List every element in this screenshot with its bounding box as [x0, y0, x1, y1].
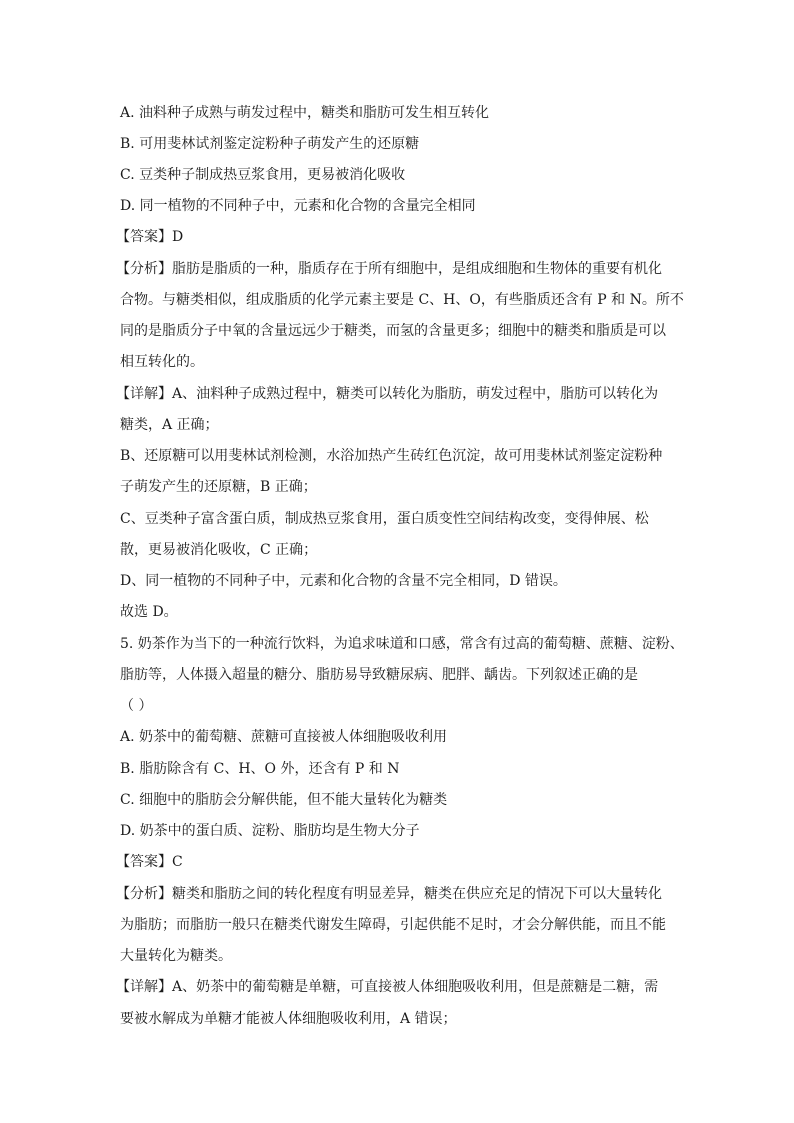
question-line: 5. 奶茶作为当下的一种流行饮料，为追求味道和口感，常含有过高的葡萄糖、蔗糖、淀粉、	[120, 636, 684, 652]
detail-line: 散，更易被消化吸收，C 正确；	[120, 542, 318, 558]
question-blank: （ ）	[120, 698, 153, 714]
detail-line: 糖类，A 正确；	[120, 417, 219, 433]
detail-line: 【详解】A、油料种子成熟过程中，糖类可以转化为脂肪，萌发过程中，脂肪可以转化为	[116, 386, 659, 402]
answer-line: 【答案】D	[116, 229, 184, 245]
option-c-line: C. 豆类种子制成热豆浆食用，更易被消化吸收	[120, 167, 406, 183]
option-c-line: C. 细胞中的脂肪会分解供能，但不能大量转化为糖类	[120, 792, 448, 808]
detail-line: 【详解】A、奶茶中的葡萄糖是单糖，可直接被人体细胞吸收利用，但是蔗糖是二糖，需	[116, 979, 659, 995]
option-d-line: D. 同一植物的不同种子中，元素和化合物的含量完全相同	[120, 198, 476, 214]
detail-line: B、还原糖可以用斐林试剂检测，水浴加热产生砖红色沉淀，故可用斐林试剂鉴定淀粉种	[120, 448, 663, 464]
answer-line: 【答案】C	[116, 854, 183, 870]
option-b-line: B. 可用斐林试剂鉴定淀粉种子萌发产生的还原糖	[120, 136, 420, 152]
option-d-line: D. 奶茶中的蛋白质、淀粉、脂肪均是生物大分子	[120, 823, 420, 839]
detail-line: C、豆类种子富含蛋白质，制成热豆浆食用，蛋白质变性空间结构改变，变得伸展、松	[120, 511, 649, 527]
analysis-line: 【分析】糖类和脂肪之间的转化程度有明显差异，糖类在供应充足的情况下可以大量转化	[116, 886, 662, 902]
detail-line: 要被水解成为单糖才能被人体细胞吸收利用，A 错误；	[120, 1011, 457, 1027]
question-line: 脂肪等，人体摄入超量的糖分、脂肪易导致糖尿病、肥胖、龋齿。下列叙述正确的是	[120, 667, 638, 683]
detail-line: 子萌发产生的还原糖，B 正确；	[120, 479, 317, 495]
analysis-line: 【分析】脂肪是脂质的一种，脂质存在于所有细胞中，是组成细胞和生物体的重要有机化	[116, 261, 662, 277]
option-a-line: A. 奶茶中的葡萄糖、蔗糖可直接被人体细胞吸收利用	[120, 729, 448, 745]
option-b-line: B. 脂肪除含有 C、H、O 外，还含有 P 和 N	[120, 761, 400, 777]
analysis-line: 为脂肪；而脂肪一般只在糖类代谢发生障碍，引起供能不足时，才会分解供能，而且不能	[120, 917, 666, 933]
detail-line: D、同一植物的不同种子中，元素和化合物的含量不完全相同，D 错误。	[120, 573, 567, 589]
analysis-line: 同的是脂质分子中氧的含量远远少于糖类，而氢的含量更多；细胞中的糖类和脂质是可以	[120, 323, 666, 339]
conclusion-line: 故选 D。	[120, 604, 178, 620]
analysis-line: 合物。与糖类相似，组成脂质的化学元素主要是 C、H、O，有些脂质还含有 P 和 N。所不	[120, 292, 684, 308]
analysis-line: 大量转化为糖类。	[120, 948, 232, 964]
analysis-line: 相互转化的。	[120, 354, 204, 370]
option-a-line: A. 油料种子成熟与萌发过程中，糖类和脂肪可发生相互转化	[120, 105, 490, 121]
